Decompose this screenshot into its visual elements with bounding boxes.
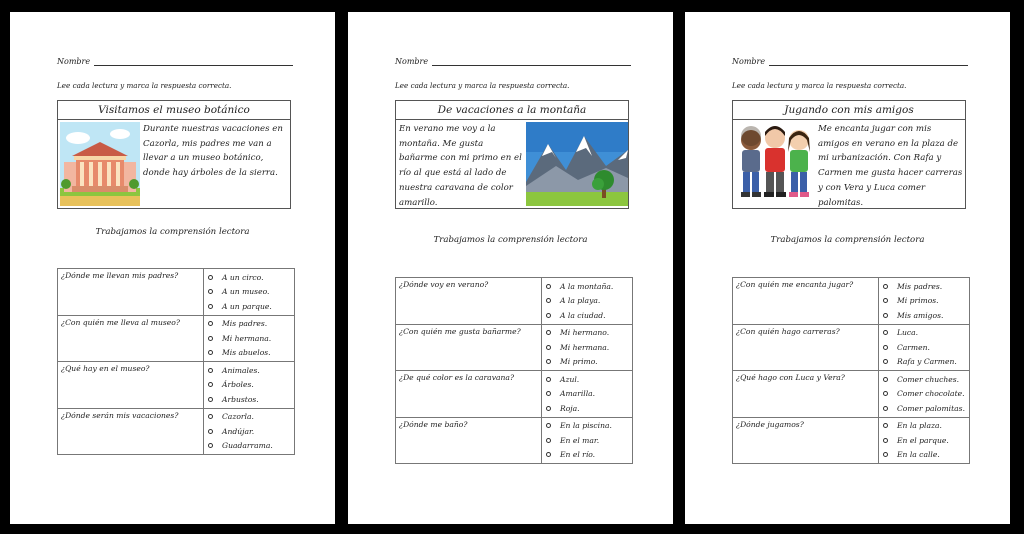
radio-circle-icon[interactable] [546, 452, 551, 457]
question: ¿Dónde me baño? [396, 417, 542, 464]
question: ¿Con quién me gusta bañarme? [396, 324, 542, 371]
museum-illustration [60, 122, 140, 206]
question-row [396, 371, 633, 418]
answer-option[interactable]: A un circo. [208, 270, 290, 285]
instruction: Lee cada lectura y marca la respuesta correcta. [732, 81, 907, 90]
quiz-table [732, 277, 970, 464]
reading-title: Visitamos el museo botánico [58, 101, 290, 120]
answer-option[interactable]: Mis amigos. [883, 308, 965, 323]
radio-circle-icon[interactable] [883, 330, 888, 335]
radio-circle-icon[interactable] [208, 368, 213, 373]
radio-circle-icon[interactable] [208, 443, 213, 448]
radio-circle-icon[interactable] [546, 330, 551, 335]
answer-option[interactable]: Azul. [546, 372, 628, 387]
answer-option[interactable]: Mis padres. [883, 279, 965, 294]
quiz-table [395, 277, 633, 464]
quiz-table [57, 268, 295, 455]
reading-box [732, 100, 966, 209]
answer-option[interactable]: En el mar. [546, 433, 628, 448]
question: ¿Qué hay en el museo? [58, 362, 204, 409]
radio-circle-icon[interactable] [546, 406, 551, 411]
answer-option[interactable]: A un museo. [208, 285, 290, 300]
name-row [57, 57, 293, 66]
answer-option[interactable]: Amarilla. [546, 387, 628, 402]
name-label: Nombre [57, 57, 91, 66]
question: ¿Con quién me lleva al museo? [58, 315, 204, 362]
answer-option[interactable]: Mis padres. [208, 317, 290, 332]
radio-circle-icon[interactable] [208, 275, 213, 280]
radio-circle-icon[interactable] [546, 438, 551, 443]
answer-option[interactable]: Carmen. [883, 340, 965, 355]
answer-option[interactable]: A un parque. [208, 299, 290, 314]
question: ¿Dónde serán mis vacaciones? [58, 408, 204, 455]
answer-option[interactable]: Mi primo. [546, 355, 628, 370]
section-subtitle: Trabajamos la comprensión lectora [95, 227, 250, 237]
question-row [58, 362, 295, 409]
radio-circle-icon[interactable] [208, 350, 213, 355]
radio-circle-icon[interactable] [546, 298, 551, 303]
section-subtitle: Trabajamos la comprensión lectora [770, 235, 925, 245]
answer-option[interactable]: Cazorla. [208, 410, 290, 425]
answer-option[interactable]: Mi hermano. [546, 326, 628, 341]
name-label: Nombre [395, 57, 429, 66]
question-row [58, 315, 295, 362]
answer-option[interactable]: En la calle. [883, 448, 965, 463]
answer-option[interactable]: Rafa y Carmen. [883, 355, 965, 370]
question: ¿Dónde voy en verano? [396, 278, 542, 325]
children-illustration [735, 122, 815, 206]
radio-circle-icon[interactable] [883, 377, 888, 382]
radio-circle-icon[interactable] [546, 423, 551, 428]
question: ¿Dónde jugamos? [733, 417, 879, 464]
answer-option[interactable]: Andújar. [208, 424, 290, 439]
answer-option[interactable]: Roja. [546, 401, 628, 416]
radio-circle-icon[interactable] [208, 321, 213, 326]
answer-option[interactable]: Guadarrama. [208, 439, 290, 454]
radio-circle-icon[interactable] [883, 423, 888, 428]
radio-circle-icon[interactable] [883, 359, 888, 364]
answer-option[interactable]: Mi hermana. [208, 331, 290, 346]
mountain-illustration [526, 122, 628, 206]
worksheet-page-1 [10, 12, 335, 524]
radio-circle-icon[interactable] [208, 304, 213, 309]
name-row [395, 57, 631, 66]
answer-option[interactable]: A la playa. [546, 294, 628, 309]
worksheet-page-2 [348, 12, 673, 524]
reading-title: Jugando con mis amigos [733, 101, 965, 120]
name-field[interactable] [94, 57, 293, 66]
reading-text: Durante nuestras vacaciones en Cazorla, mis padres me van a llevar a un museo botánico, donde hay árboles de la sierra. [143, 124, 283, 179]
radio-circle-icon[interactable] [883, 452, 888, 457]
answer-option[interactable]: En la piscina. [546, 419, 628, 434]
radio-circle-icon[interactable] [546, 345, 551, 350]
radio-circle-icon[interactable] [546, 359, 551, 364]
question-row [396, 417, 633, 464]
question-row [733, 324, 970, 371]
answer-option[interactable]: En la plaza. [883, 419, 965, 434]
name-field[interactable] [769, 57, 968, 66]
radio-circle-icon[interactable] [208, 336, 213, 341]
answer-option[interactable]: Luca. [883, 326, 965, 341]
question: ¿Qué hago con Luca y Vera? [733, 371, 879, 418]
question-row [733, 371, 970, 418]
answer-option[interactable]: Animales. [208, 363, 290, 378]
radio-circle-icon[interactable] [208, 397, 213, 402]
name-label: Nombre [732, 57, 766, 66]
instruction: Lee cada lectura y marca la respuesta correcta. [57, 81, 232, 90]
answer-option[interactable]: En el parque. [883, 433, 965, 448]
radio-circle-icon[interactable] [208, 429, 213, 434]
answer-option[interactable]: Comer chocolate. [883, 387, 965, 402]
radio-circle-icon[interactable] [208, 414, 213, 419]
question-row [58, 269, 295, 316]
answer-option[interactable]: A la ciudad. [546, 308, 628, 323]
question: ¿Dónde me llevan mis padres? [58, 269, 204, 316]
radio-circle-icon[interactable] [883, 438, 888, 443]
reading-box [57, 100, 291, 209]
radio-circle-icon[interactable] [546, 377, 551, 382]
question-row [733, 278, 970, 325]
question: ¿De qué color es la caravana? [396, 371, 542, 418]
radio-circle-icon[interactable] [208, 382, 213, 387]
answer-option[interactable]: En el río. [546, 448, 628, 463]
radio-circle-icon[interactable] [546, 284, 551, 289]
radio-circle-icon[interactable] [883, 298, 888, 303]
question: ¿Con quién me encanta jugar? [733, 278, 879, 325]
question-row [396, 278, 633, 325]
question: ¿Con quién hago carreras? [733, 324, 879, 371]
reading-text: Me encanta jugar con mis amigos en verano en la plaza de mi urbanización. Con Rafa y Carmen me gusta hacer carreras y con Vera y Luca comer palomitas. [818, 124, 963, 208]
worksheet-page-3 [685, 12, 1010, 524]
answer-option[interactable]: A la montaña. [546, 279, 628, 294]
answer-option[interactable]: Comer palomitas. [883, 401, 965, 416]
radio-circle-icon[interactable] [883, 406, 888, 411]
answer-option[interactable]: Árboles. [208, 378, 290, 393]
name-field[interactable] [432, 57, 631, 66]
answer-option[interactable]: Mi hermana. [546, 340, 628, 355]
radio-circle-icon[interactable] [208, 289, 213, 294]
answer-option[interactable]: Arbustos. [208, 392, 290, 407]
radio-circle-icon[interactable] [883, 345, 888, 350]
instruction: Lee cada lectura y marca la respuesta correcta. [395, 81, 570, 90]
question-row [58, 408, 295, 455]
radio-circle-icon[interactable] [883, 313, 888, 318]
name-row [732, 57, 968, 66]
reading-text: En verano me voy a la montaña. Me gusta bañarme con mi primo en el río al que está al lado de nuestra caravana de color amarillo. [399, 124, 522, 208]
section-subtitle: Trabajamos la comprensión lectora [433, 235, 588, 245]
radio-circle-icon[interactable] [546, 391, 551, 396]
question-row [733, 417, 970, 464]
question-row [396, 324, 633, 371]
radio-circle-icon[interactable] [546, 313, 551, 318]
reading-title: De vacaciones a la montaña [396, 101, 628, 120]
radio-circle-icon[interactable] [883, 391, 888, 396]
reading-box [395, 100, 629, 209]
radio-circle-icon[interactable] [883, 284, 888, 289]
answer-option[interactable]: Mis abuelos. [208, 346, 290, 361]
answer-option[interactable]: Mi primos. [883, 294, 965, 309]
answer-option[interactable]: Comer chuches. [883, 372, 965, 387]
